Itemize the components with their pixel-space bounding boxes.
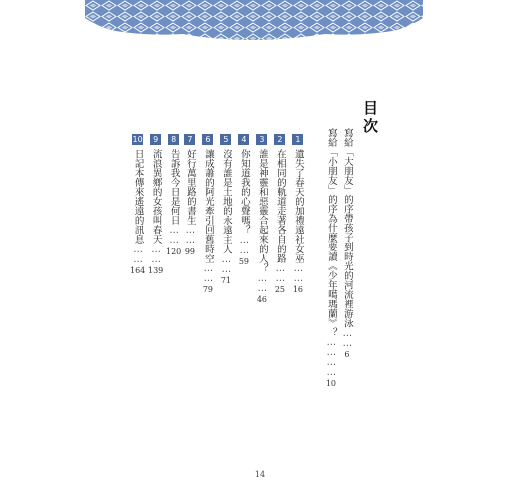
chapter-entry-9[interactable] bbox=[148, 134, 163, 276]
leader-dots: …… bbox=[184, 225, 196, 245]
leader-dots: …… bbox=[238, 234, 250, 255]
page-number: 120 bbox=[166, 247, 182, 256]
leader-dots: …… bbox=[202, 263, 214, 283]
chapter-entry-5[interactable] bbox=[220, 134, 231, 286]
chapter-title: 告訴我今日是何日 bbox=[168, 149, 180, 225]
chapter-entry-3[interactable] bbox=[256, 134, 267, 305]
chapter-title: 好行萬里路的書生 bbox=[184, 149, 196, 225]
page-number: 99 bbox=[184, 247, 195, 256]
chapter-title: 沒有誰是土地的永遠主人 bbox=[220, 149, 232, 254]
page-number: 6 bbox=[344, 349, 350, 359]
chapter-title: 日記本傳來遙遠的訊息 bbox=[132, 149, 144, 244]
chapter-title: 遺失了春天的加禮遠社女巫 bbox=[292, 149, 304, 263]
chapter-entry-8[interactable] bbox=[166, 134, 181, 257]
leader-dots: …… bbox=[341, 327, 353, 348]
leader-dots: …… bbox=[256, 272, 268, 293]
chapter-number: 2 bbox=[274, 134, 285, 145]
chapter-number: 9 bbox=[150, 134, 161, 145]
chapter-entry-10[interactable] bbox=[130, 134, 145, 276]
preface-entry-child[interactable] bbox=[325, 128, 336, 389]
leader-dots: …… bbox=[220, 253, 232, 274]
chapter-title: 在相同的軌道走著各自的路 bbox=[274, 149, 286, 263]
header-pattern bbox=[85, 0, 423, 44]
preface-title: 為什麼要讀《少年噶瑪蘭》？ bbox=[325, 213, 337, 337]
leader-dots: …… bbox=[274, 263, 286, 283]
leader-dots: …… bbox=[132, 244, 144, 264]
page-number: 71 bbox=[220, 275, 231, 285]
page-number: 139 bbox=[148, 266, 164, 275]
page-number: 25 bbox=[274, 285, 285, 294]
chapter-title: 你知道我的心聲嗎？ bbox=[238, 149, 250, 235]
chapter-number: 3 bbox=[256, 134, 267, 145]
chapter-title: 誰是神靈和惡靈合起來的人？ bbox=[256, 149, 268, 273]
leader-dots: …… bbox=[150, 244, 162, 264]
toc-title: 目次 bbox=[361, 100, 379, 136]
chapter-entry-2[interactable] bbox=[274, 134, 285, 295]
chapter-number: 1 bbox=[292, 134, 303, 145]
chapter-number: 4 bbox=[238, 134, 249, 145]
preface-entry-adult[interactable] bbox=[341, 128, 352, 360]
page-number: 10 bbox=[325, 379, 336, 388]
chapter-number: 6 bbox=[202, 134, 213, 145]
page-number: 79 bbox=[202, 285, 213, 294]
page-number: 16 bbox=[292, 285, 303, 294]
preface-prefix: 寫給「大朋友」的序 bbox=[341, 128, 353, 214]
preface-title: 帶孩子到時光的河流裡游泳 bbox=[341, 213, 353, 328]
leader-dots: ………… bbox=[325, 337, 337, 377]
chapter-number: 5 bbox=[220, 134, 231, 145]
chapter-entry-6[interactable] bbox=[202, 134, 213, 295]
preface-prefix: 寫給「小朋友」的序 bbox=[325, 128, 337, 214]
chapter-entry-7[interactable] bbox=[184, 134, 195, 257]
chapter-number: 7 bbox=[184, 134, 195, 145]
page-number-footer: 14 bbox=[254, 470, 266, 479]
page-number: 46 bbox=[256, 294, 267, 304]
chapter-title: 讓成蕭的阿光牽引回舊時空 bbox=[202, 149, 214, 263]
page-number: 59 bbox=[238, 256, 249, 266]
chapter-number: 8 bbox=[168, 134, 179, 145]
chapter-entry-1[interactable] bbox=[292, 134, 303, 295]
leader-dots: …… bbox=[168, 225, 180, 245]
chapter-number: 10 bbox=[132, 135, 143, 144]
chapter-title: 流浪異鄉的女孩叫春天 bbox=[150, 149, 162, 244]
page-number: 164 bbox=[130, 266, 146, 275]
leader-dots: …… bbox=[292, 263, 304, 283]
chapter-entry-4[interactable] bbox=[238, 134, 249, 267]
